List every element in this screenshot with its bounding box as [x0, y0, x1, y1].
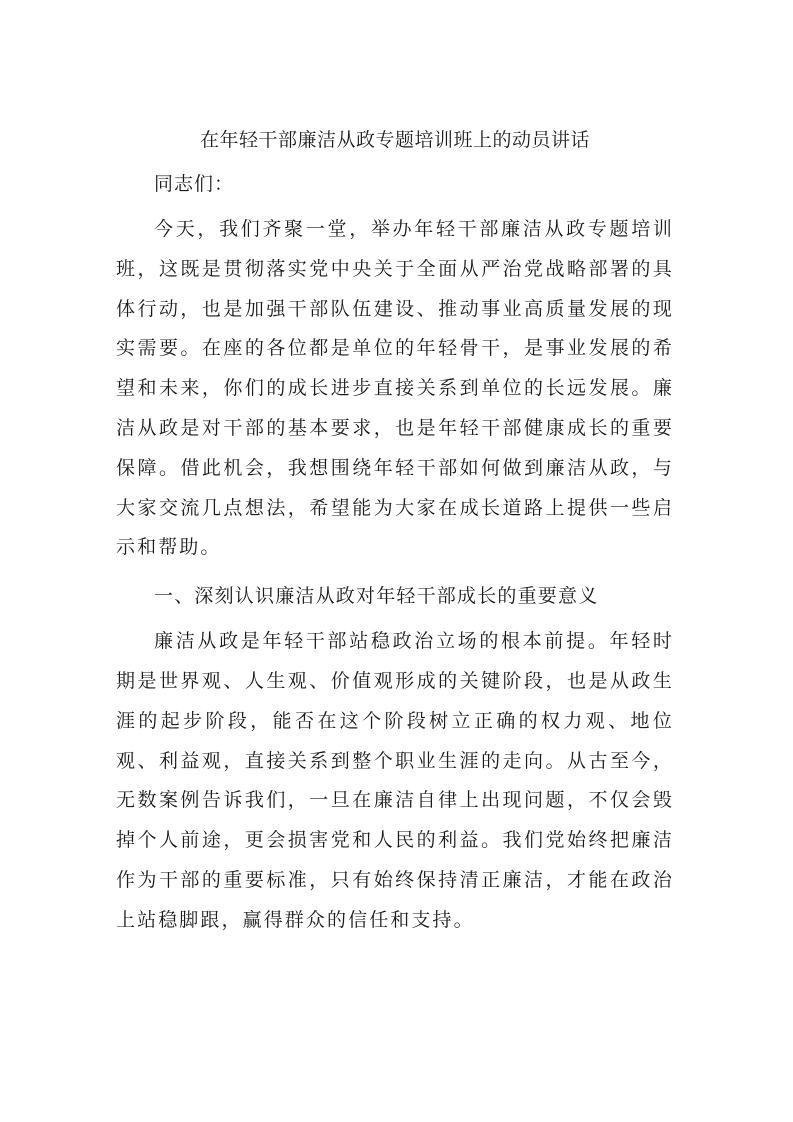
document-body — [116, 118, 674, 941]
salutation: 同志们： — [154, 173, 235, 195]
intro-paragraph: 今天，我们齐聚一堂，举办年轻干部廉洁从政专题培训班，这既是贯彻落实党中央关于全面从严治党战略部署的具体行动，也是加强干部队伍建设、推动事业高质量发展的现实需要。在座的各位都是单位的年轻骨干，是事业发展的希望和未来，你们的成长进步直接关系到单位的长远发展。廉洁从政是对干部的基本要求，也是年轻干部健康成长的重要保障。借此机会，我想围绕年轻干部如何做到廉洁从政，与大家交流几点想法，希望能为大家在成长道路上提供一些启示和帮助。 — [116, 218, 674, 559]
section-heading-1: 一、深刻认识廉洁从政对年轻干部成长的重要意义 — [154, 585, 599, 608]
section-1-paragraph: 廉洁从政是年轻干部站稳政治立场的根本前提。年轻时期是世界观、人生观、价值观形成的关键阶段，也是从政生涯的起步阶段，能否在这个阶段树立正确的权力观、地位观、利益观，直接关系到整个职业生涯的走向。从古至今，无数案例告诉我们，一旦在廉洁自律上出现问题，不仅会毁掉个人前途，更会损害党和人民的利益。我们党始终把廉洁作为干部的重要标准，只有始终保持清正廉洁，才能在政治上站稳脚跟，赢得群众的信任和支持。 — [116, 630, 674, 931]
document-title: 在年轻干部廉洁从政专题培训班上的动员讲话 — [199, 129, 590, 151]
